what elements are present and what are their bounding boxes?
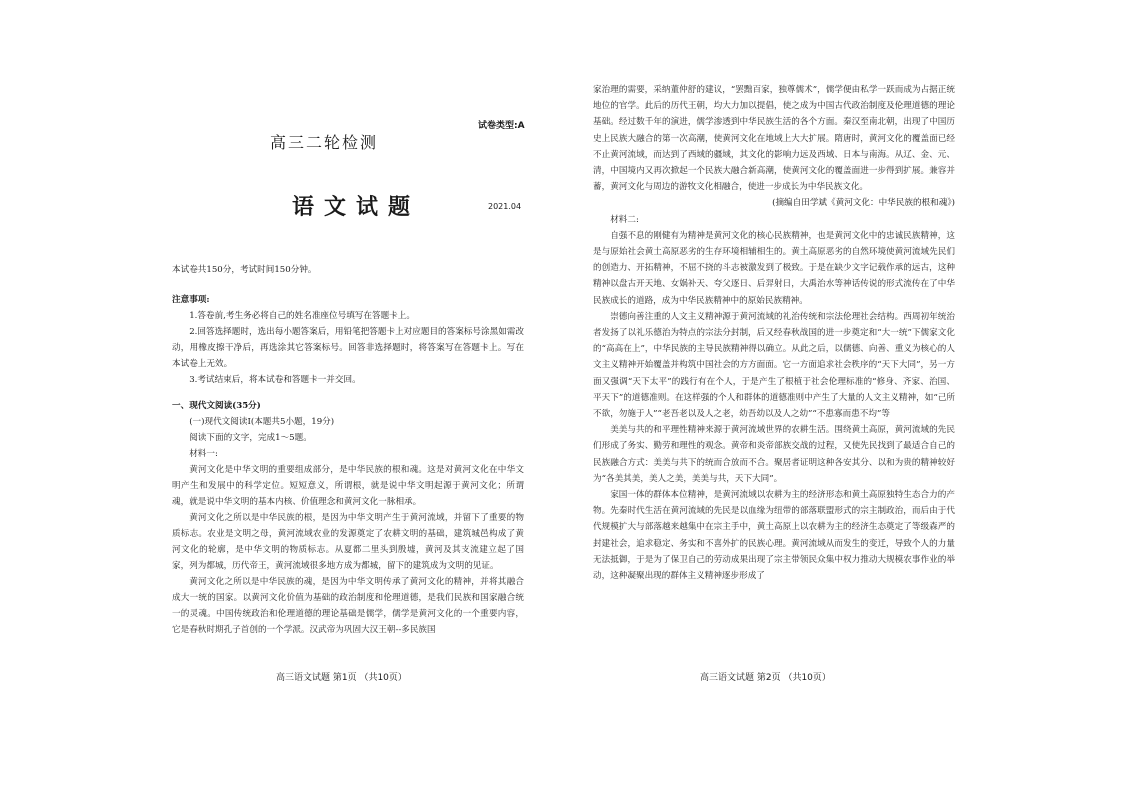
notice-title: 注意事项:: [172, 295, 210, 305]
source-citation: (摘编自田学斌《黄河文化：中华民族的根和魂》): [772, 198, 955, 209]
right-page: [563, 0, 1123, 794]
material-2-paragraph: 美美与共的和平理性精神来源于黄河流域世界的农耕生活。围绕黄土高原，黄河流域的先民们形成了务实、勤劳和理性的观念。黄帝和炎帝部族交战的过程，又使先民找到了最适合自己的民族融合方式：美美与共下的统而合放而不合。聚居者证明这种各安其分、以和为贵的精神较好为“各美其美，美人之美，美美与共，天下大同”。: [593, 425, 955, 484]
material-1-paragraph: 黄河文化之所以是中华民族的根，是因为中华文明产生于黄河流域，并留下了重要的物质标志。农业是文明之母，黄河流域农业的发源奠定了农耕文明的基础，建筑城邑构成了黄河文化的轮廓，是中华文明的物质标志。从夏都二里头到殷墟，黄河及其支流建立起了国家，列为都城，历代帝王，黄河流域很多地方成为都城，留下的建筑成为文明的见证。: [172, 513, 524, 571]
page-footer: 高三语文试题 第2页 （共10页）: [700, 673, 831, 683]
material-2-paragraph: 自强不息的刚健有为精神是黄河文化的核心民族精神，也是黄河文化中的忠诚民族精神，这是与原始社会黄土高原恶劣的生存环境相辅相生的。黄土高原恶劣的自然环境使黄河流域先民们的创造力、开拓精神，不屈不挠的斗志被激发到了极致。于是在缺少文字记载作承的远古，这种精神以盘古开天地、女娲补天、夸父逐日、后羿射日，大禹治水等神话传说的形式流传在了中华民族成长的道路，成为中华民族精神中的原始民族精神。: [593, 230, 955, 306]
section-title: 一、现代文阅读(35分): [172, 401, 261, 411]
notice-item-1: 1.答卷前,考生务必将自己的姓名准座位号填写在答题卡上。: [189, 311, 415, 321]
notice-item-2: 2.回答选择题时，选出每小题答案后，用铅笔把答题卡上对应题目的答案标号涂黑如需改动，用橡皮擦干净后，再选涂其它答案标号。回答非选择题时，将答案写在答题卡上。写在本试卷上无效。: [172, 327, 524, 369]
material-1-paragraph: 黄河文化是中华文明的重要组成部分，是中华民族的根和魂。这是对黄河文化在中华文明产生和发展中的科学定位。短短意义，所谓根，就是说中华文明起源于黄河文化；所谓魂，就是说中华文明的基本内核、价值理念和黄河文化一脉相承。: [172, 465, 524, 507]
exam-date: 2021.04: [488, 202, 522, 211]
subject-title: 语文试题: [292, 194, 421, 220]
left-page: [0, 0, 560, 794]
exam-name: 高三二轮检测: [270, 133, 379, 152]
material-2-paragraph: 崇德向善注重的人文主义精神源于黄河流域的礼治传统和宗法伦理社会结构。西周初年统治者发扬了以礼乐德治为特点的宗法分封制，后又经春秋战国的进一步奠定和“大一统”下儒家文化的“高高在上”，中华民族的主导民族精神得以确立。从此之后，以儒德、向善、重义为核心的人文主义精神开始覆盖并构筑中国社会的方方面面。它一方面追求社会秩序的“天下大同”，另一方面又强调“天下太平”的践行有在个人，于是产生了根植于社会伦理标准的“修身、齐家、治国、平天下”的道德准则。在这样强的个人和群体的道德准则中产生了大量的人文主义精神，如“己所不欲，勿施于人”“老吾老以及人之老，幼吾幼以及人之幼”“不患寡而患不均”等: [593, 311, 955, 420]
material-2-label: 材料二:: [610, 214, 639, 225]
material-1-paragraph: 黄河文化之所以是中华民族的魂，是因为中华文明传承了黄河文化的精神，并将其融合成大一统的国家。以黄河文化价值为基础的政治制度和伦理道德，是我们民族和国家融合统一的灵魂。中国传统政治和伦理道德的理论基础是儒学，儒学是黄河文化的一个重要内容，它是春秋时期孔子首创的一个学派。汉武帝为巩固大汉王朝--多民族国: [172, 577, 524, 635]
left-body: [172, 262, 524, 638]
page-footer: 高三语文试题 第1页 （共10页）: [276, 673, 407, 683]
subsection-title: (一)现代文阅读Ⅰ(本题共5小题，19分): [189, 417, 335, 427]
material-1-continued: 家治理的需要，采纳董仲舒的建议，“罢黜百家，独尊儒术”，儒学便由私学一跃而成为占据正统地位的官学。此后的历代王朝，均大力加以提倡，使之成为中国古代政治制度及伦理道德的理论基础。经过数千年的演进，儒学渗透到中华民族生活的各个方面。秦汉至南北朝，出现了中国历史上民族大融合的第一次高潮，使黄河文化在地域上大大扩展。隋唐时，黄河文化的覆盖面已经不止黄河流域，而达到了西域的疆域，其文化的影响力远及西域、日本与南海。从辽、金、元、清，中国境内又再次掀起一个民族大融合新高潮，使黄河文化的覆盖面进一步得到扩展。兼容并蓄，黄河文化与周边的游牧文化相融合，使进一步成长为中华民族文化。: [593, 85, 955, 193]
material-1-label: 材料一:: [189, 449, 218, 459]
exam-type-label: 试卷类型:A: [478, 121, 525, 131]
material-2-paragraph: 家国一体的群体本位精神，是黄河流域以农耕为主的经济形态和黄土高原独特生态合力的产物。先秦时代生活在黄河流域的先民是以血缘为纽带的部落联盟形式的宗主制政治，而后由于代代规模扩大与部落越来越集中在宗主手中，黄土高原上以农耕为主的经济生态奠定了等级森严的封建社会，追求稳定、务实和不喜外扩的民族心理。黄河流域从而发生的变迁，导致个人的力量无法抵御，于是为了保卫自己的劳动成果出现了宗主带领民众集中权力推动大规模农事作业的举动，这种凝聚出现的群体主义精神逐步形成了: [593, 490, 955, 582]
exam-intro: 本试卷共150分，考试时间150分钟。: [172, 265, 317, 275]
reading-instruction: 阅读下面的文字，完成1～5题。: [189, 433, 312, 443]
right-body: [593, 82, 955, 584]
notice-item-3: 3.考试结束后，将本试卷和答题卡一并交回。: [189, 375, 361, 385]
